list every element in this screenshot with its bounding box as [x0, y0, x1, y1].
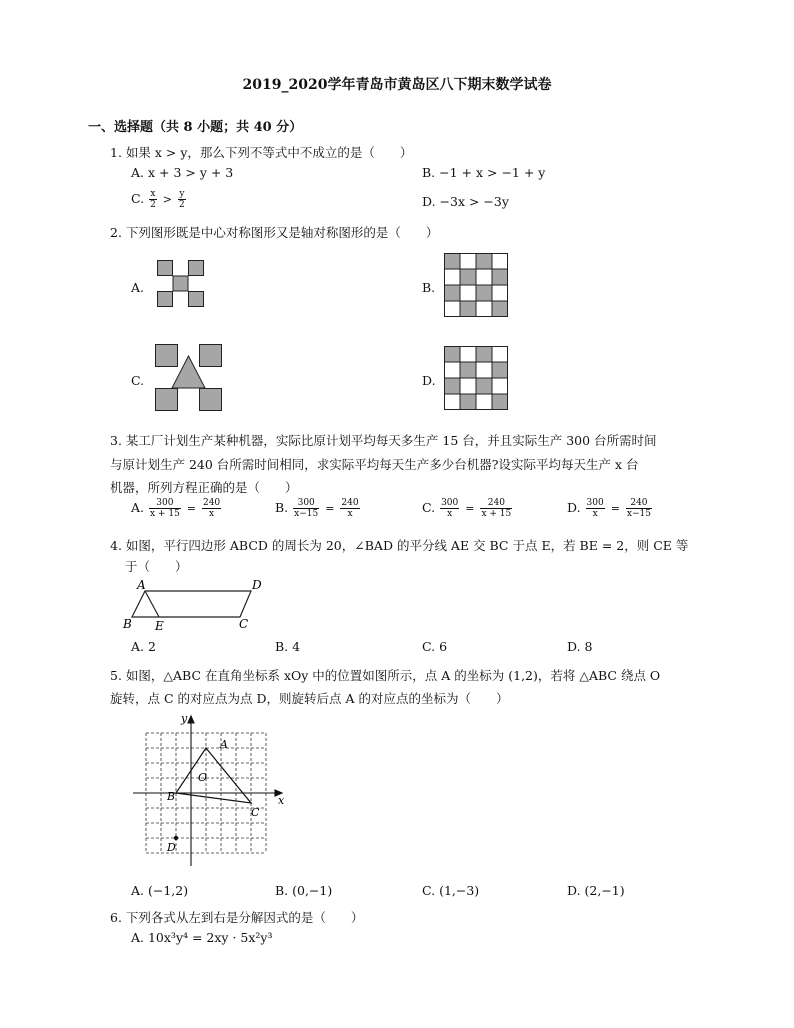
q5-x-label: x — [278, 794, 285, 807]
q4-parallelogram-figure — [120, 578, 270, 634]
q3-option-b: B. $\frac{300}{x-15}$ = $\frac{240}{x}$ — [275, 498, 359, 519]
q1-c-op: > — [162, 193, 173, 206]
q4-line2: 于（ ） — [125, 559, 188, 574]
q2-figure-c — [155, 344, 225, 414]
q2-option-d: D. — [422, 373, 436, 388]
q1-c-left-num: x — [150, 189, 156, 199]
q4-option-d: D. 8 — [567, 639, 593, 654]
q3-option-a: A. $\frac{300}{x + 15}$ = $\frac{240}{x}$ — [131, 498, 221, 519]
q5-option-d: D. (2,−1) — [567, 883, 625, 898]
q4-point-a: A — [137, 578, 146, 592]
q1-option-b: B. −1 + x > −1 + y — [422, 165, 546, 180]
q5-point-d: D — [167, 841, 176, 854]
q5-line2: 旋转，点 C 的对应点为点 D，则旋转后点 A 的对应点的坐标为（ ） — [110, 691, 509, 706]
q5-triangle-abc — [176, 748, 251, 803]
q2-option-c: C. — [131, 373, 145, 388]
q6-option-a: A. 10x³y⁴ = 2xy · 5x²y³ — [131, 930, 273, 945]
q3-line3: 机器，所列方程正确的是（ ） — [110, 480, 298, 495]
q5-point-d-dot — [174, 836, 178, 840]
q1-option-c — [131, 189, 187, 210]
q4-point-c: C — [239, 617, 249, 631]
q3-option-c: C. $\frac{300}{x}$ = $\frac{240}{x + 15}$ — [422, 498, 512, 519]
page-title: 2019_2020学年青岛市黄岛区八下期末数学试卷 — [242, 77, 552, 93]
q5-line1: 5. 如图，△ABC 在直角坐标系 xOy 中的位置如图所示，点 A 的坐标为 (1,2)，若将 △ABC 绕点 O — [110, 668, 661, 683]
q3-line2: 与原计划生产 240 台所需时间相同，求实际平均每天生产多少台机器?设实际平均每天生产 x 台 — [110, 457, 639, 472]
q1-option-c-label: C. — [131, 191, 145, 206]
q4-point-e: E — [155, 619, 164, 633]
q1-c-right-num: y — [179, 189, 185, 199]
q4-option-a: A. 2 — [131, 639, 156, 654]
q1-c-right-den: 2 — [179, 200, 185, 210]
q4-point-d: D — [252, 578, 262, 592]
q5-option-c: C. (1,−3) — [422, 883, 480, 898]
q3-line1: 3. 某工厂计划生产某种机器，实际比原计划平均每天多生产 15 台，并且实际生产 300 台所需时间 — [110, 433, 657, 448]
q2-figure-b — [444, 253, 510, 319]
q5-point-c: C — [251, 806, 260, 819]
q5-option-b: B. (0,−1) — [275, 883, 333, 898]
q2-option-b: B. — [422, 280, 436, 295]
q6-stem: 6. 下列各式从左到右是分解因式的是（ ） — [110, 910, 364, 925]
section-heading: 一、选择题（共 8 小题；共 40 分） — [88, 120, 303, 135]
q2-stem: 2. 下列图形既是中心对称图形又是轴对称图形的是（ ） — [110, 225, 439, 240]
q2-figure-a — [157, 260, 205, 308]
q1-option-d: D. −3x > −3y — [422, 194, 509, 209]
q1-option-a: A. x + 3 > y + 3 — [131, 165, 234, 180]
q5-point-b: B — [167, 790, 176, 803]
q4-line1: 4. 如图，平行四边形 ABCD 的周长为 20，∠BAD 的平分线 AE 交 BC 于点 E，若 BE = 2，则 CE 等 — [110, 538, 689, 553]
q4-parallelogram — [132, 591, 251, 617]
q4-point-b: B — [123, 617, 132, 631]
q4-option-b: B. 4 — [275, 639, 301, 654]
q1-c-left-den: 2 — [150, 200, 156, 210]
q5-point-a: A — [220, 738, 228, 751]
q3-option-d: D. $\frac{300}{x}$ = $\frac{240}{x-15}$ — [567, 498, 651, 519]
q2-option-a: A. — [131, 280, 145, 295]
q5-option-a: A. (−1,2) — [131, 883, 189, 898]
q1-stem: 1. 如果 x > y，那么下列不等式中不成立的是（ ） — [110, 145, 413, 160]
q5-y-label: y — [181, 712, 188, 725]
q5-origin-label: O — [198, 771, 208, 784]
q5-coordinate-figure — [128, 708, 298, 868]
q4-bisector-ae — [145, 591, 159, 617]
q2-figure-d — [444, 346, 510, 412]
q4-option-c: C. 6 — [422, 639, 448, 654]
